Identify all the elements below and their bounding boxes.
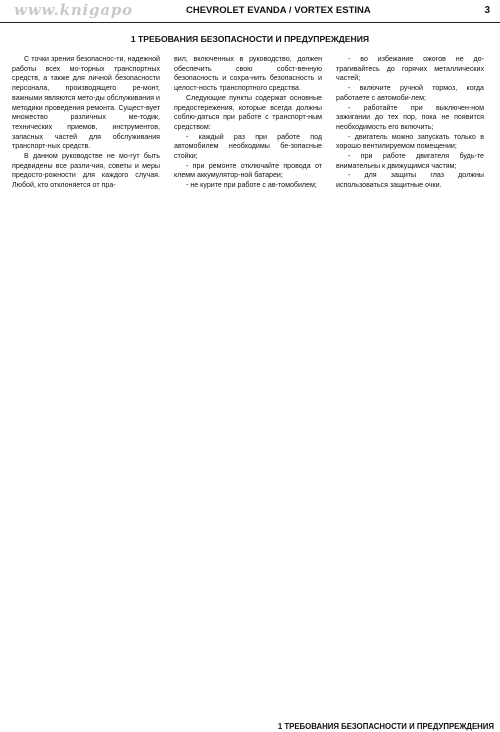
text-column-1 (12, 55, 160, 191)
text-column-2 (174, 55, 322, 191)
list-item: - при работе двигателя будь-те внимательны к движущимся частям; (336, 152, 484, 170)
section-title: 1 ТРЕБОВАНИЯ БЕЗОПАСНОСТИ И ПРЕДУПРЕЖДЕНИЯ (130, 34, 370, 44)
site-watermark: www.knigapo (14, 1, 133, 19)
paragraph: Следующие пункты содержат основные предостережения, которые всегда должны соблю-даться при работе с транспорт-ным средством: (174, 93, 322, 131)
list-item: - во избежание ожогов не до-трагивайтесь до горячих металлических частей; (336, 55, 484, 83)
list-item: - при ремонте отключайте провода от клемм аккумулятор-ной батареи; (174, 161, 322, 180)
page-header (0, 0, 500, 23)
list-item: - каждый раз при работе под автомобилем необходимы бе-зопасные стойки; (174, 132, 322, 161)
list-item: - не курите при работе с ав-томобилем; (186, 181, 317, 190)
list-item: - для защиты глаз должны использоваться защитные очки. (336, 171, 484, 190)
footer-running-title: 1 ТРЕБОВАНИЯ БЕЗОПАСНОСТИ И ПРЕДУПРЕЖДЕНИЯ (277, 722, 494, 731)
text-column-3 (336, 55, 484, 191)
list-item: - работайте при выключен-ном зажигании до тех пор, пока не появится необходимость его включить; (336, 103, 484, 131)
list-item: - двигатель можно запускать только в хорошо вентилируемом помещении; (336, 132, 484, 151)
paragraph: В данном руководстве не мо-гут быть предвидены все разли-чия, советы и меры предосто-рожности для каждого случая. Любой, кто отклоняется от пра- (12, 152, 160, 190)
paragraph: С точки зрения безопаснос-ти, надежной работы всех мо-торных транспортных средств, а также для личной безопасности персонала, производящего ре-монт, важными являются мето-ды обслуживания и методики проведения ремонта. Сущест-вует множество различных ме-тодик, технических приемов, инструментов, запасных частей для обслуживания транспорт-ных средств. (12, 55, 160, 151)
running-title: CHEVROLET EVANDA / VORTEX ESTINA (186, 5, 371, 16)
paragraph: вил, включенных в руководство, должен обеспечить свою собст-венную безопасность и сохра-нить безопасность и целост-ность транспортного средства. (174, 55, 322, 93)
list-item: - включите ручной тормоз, когда работаете с автомоби-лем; (336, 84, 484, 102)
page-number: 3 (484, 5, 490, 16)
